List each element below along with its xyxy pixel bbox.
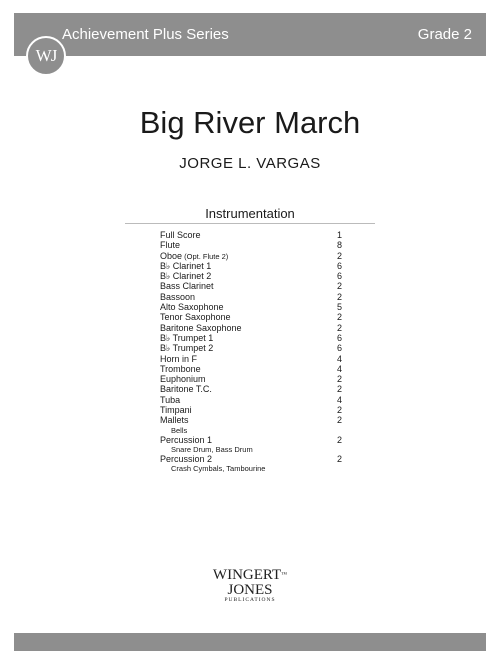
instrument-row bbox=[160, 405, 342, 415]
instrument-row bbox=[160, 395, 342, 405]
instrument-name: B♭ Trumpet 2 bbox=[160, 343, 214, 354]
instrument-quantity: 8 bbox=[336, 240, 342, 251]
instrument-detail: Bells bbox=[171, 425, 188, 435]
instrument-row bbox=[160, 240, 342, 250]
instrument-quantity: 2 bbox=[336, 384, 342, 395]
composer-name: JORGE L. VARGAS bbox=[179, 155, 321, 172]
instrument-quantity: 2 bbox=[336, 453, 342, 464]
instrument-quantity: 6 bbox=[336, 332, 342, 343]
instrument-row bbox=[160, 271, 342, 281]
instrument-name: B♭ Clarinet 1 bbox=[160, 260, 212, 271]
instrument-row bbox=[160, 354, 342, 364]
instrument-name: Tuba bbox=[160, 394, 181, 405]
footer-band bbox=[14, 633, 486, 651]
publisher-line2: JONES bbox=[227, 582, 273, 598]
instrument-quantity: 2 bbox=[336, 250, 342, 261]
instrument-quantity: 4 bbox=[336, 353, 342, 364]
instrument-quantity: 6 bbox=[336, 343, 342, 354]
instrument-quantity: 2 bbox=[336, 312, 342, 323]
series-name: Achievement Plus Series bbox=[62, 26, 229, 43]
instrument-quantity: 2 bbox=[336, 291, 342, 302]
publisher-line1: WINGERT bbox=[212, 567, 282, 583]
instrument-row bbox=[160, 261, 342, 271]
instrument-row bbox=[160, 374, 342, 384]
instrument-row bbox=[160, 333, 342, 343]
instrument-quantity: 4 bbox=[336, 394, 342, 405]
instrument-name: Bass Clarinet bbox=[160, 281, 214, 292]
instrument-quantity: 2 bbox=[336, 405, 342, 416]
instrument-row bbox=[160, 364, 342, 374]
instrument-quantity: 2 bbox=[336, 415, 342, 426]
instrument-quantity: 6 bbox=[336, 260, 342, 271]
instrument-name: Oboe bbox=[160, 250, 183, 261]
instrumentation-heading: Instrumentation bbox=[205, 206, 295, 221]
instrument-quantity: 5 bbox=[336, 302, 342, 313]
instrument-quantity: 6 bbox=[336, 271, 342, 282]
instrument-quantity: 2 bbox=[336, 374, 342, 385]
instrument-name: Tenor Saxophone bbox=[160, 312, 231, 323]
instrument-detail: Crash Cymbals, Tambourine bbox=[171, 464, 266, 474]
instrument-row bbox=[160, 435, 342, 445]
publisher-logo bbox=[205, 568, 295, 604]
instrument-name: B♭ Clarinet 2 bbox=[160, 271, 212, 282]
trademark-symbol: ™ bbox=[281, 572, 288, 578]
instrument-row bbox=[160, 251, 342, 261]
instrument-name: Baritone Saxophone bbox=[160, 322, 242, 333]
instrument-row bbox=[160, 292, 342, 302]
instrument-row bbox=[160, 323, 342, 333]
publisher-line3: PUBLICATIONS bbox=[224, 597, 276, 603]
instrument-detail: Snare Drum, Bass Drum bbox=[171, 444, 253, 454]
instrument-row bbox=[160, 281, 342, 291]
instrument-name: Baritone T.C. bbox=[160, 384, 212, 395]
instrument-name: Trombone bbox=[160, 363, 201, 374]
instrument-row bbox=[160, 343, 342, 353]
wj-logo bbox=[26, 36, 66, 76]
instrument-row bbox=[160, 312, 342, 322]
grade-label: Grade 2 bbox=[417, 26, 472, 43]
instrument-quantity: 1 bbox=[336, 230, 342, 240]
instrument-quantity: 2 bbox=[336, 281, 342, 292]
instrument-row bbox=[160, 302, 342, 312]
instrument-name: B♭ Trumpet 1 bbox=[160, 332, 214, 343]
instrument-row bbox=[160, 454, 342, 464]
instrument-name: Euphonium bbox=[160, 374, 206, 385]
instrument-quantity: 4 bbox=[336, 363, 342, 374]
instrument-name: Bassoon bbox=[160, 291, 196, 302]
instrument-quantity: 2 bbox=[336, 322, 342, 333]
instrument-row bbox=[160, 230, 342, 240]
instrument-note: (Opt. Flute 2) bbox=[182, 251, 229, 261]
instrument-row bbox=[160, 384, 342, 394]
instrument-name: Flute bbox=[160, 240, 181, 251]
page-title: Big River March bbox=[139, 105, 361, 140]
instrument-name: Horn in F bbox=[160, 353, 198, 364]
instrument-name: Full Score bbox=[160, 230, 201, 240]
instrument-row bbox=[160, 415, 342, 425]
instrument-name: Alto Saxophone bbox=[160, 302, 224, 313]
instrumentation-divider bbox=[125, 223, 375, 224]
instrument-name: Timpani bbox=[160, 405, 192, 416]
instrument-name: Mallets bbox=[160, 415, 189, 426]
logo-text: WJ bbox=[35, 46, 57, 65]
instrument-quantity: 2 bbox=[336, 434, 342, 445]
instrumentation-list bbox=[160, 230, 342, 473]
instrument-name: Percussion 1 bbox=[160, 434, 213, 445]
instrument-name: Percussion 2 bbox=[160, 453, 213, 464]
